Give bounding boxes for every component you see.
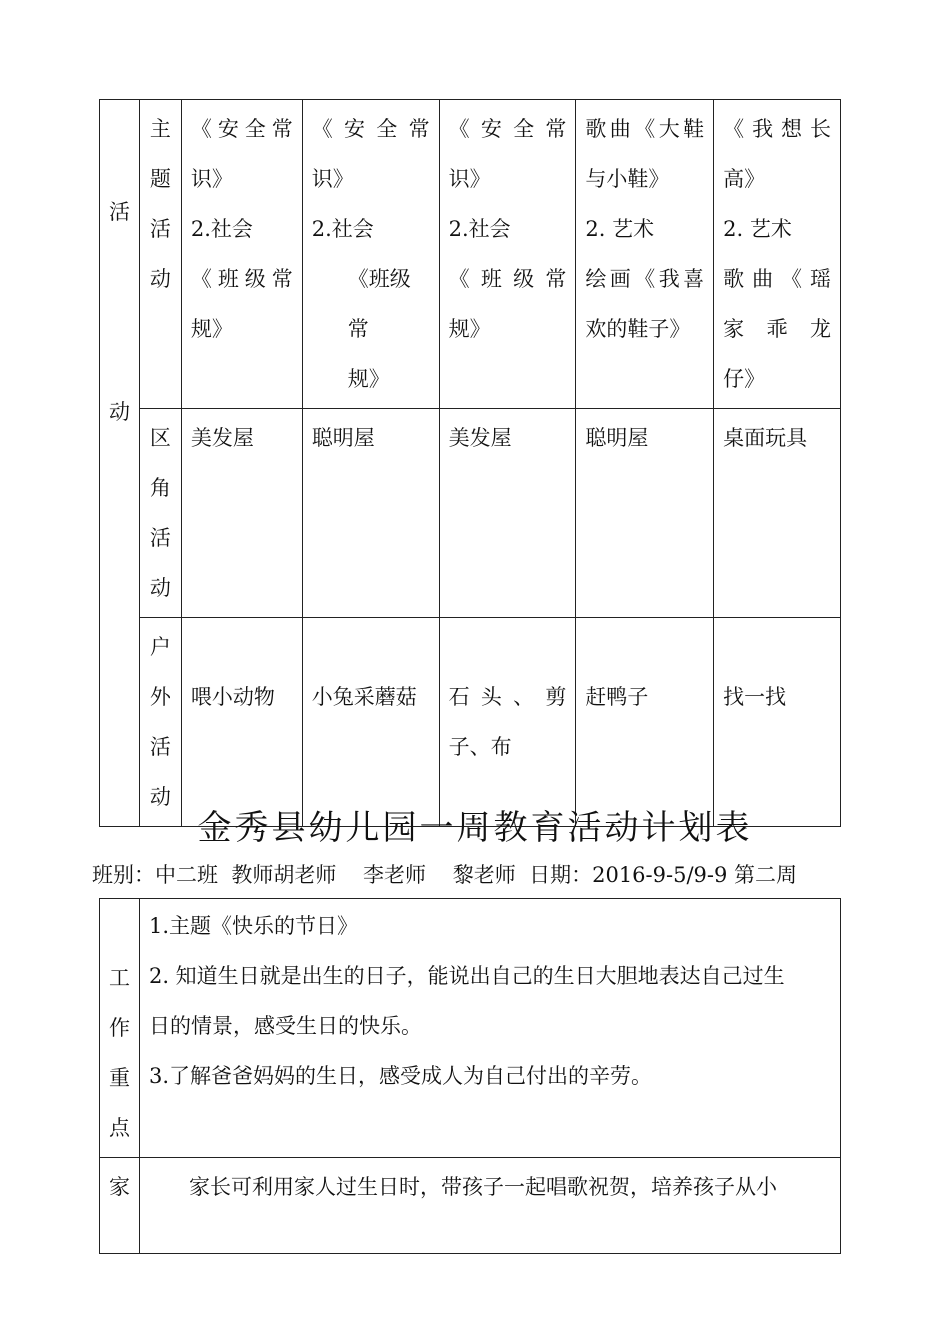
- theme-cell-thu: [576, 100, 714, 409]
- work-focus-content: [139, 899, 840, 1158]
- corner-cell-mon: 美发屋: [181, 409, 302, 618]
- cell-line: 规》: [448, 317, 491, 341]
- cell-line: 规》: [347, 367, 390, 391]
- label-char: 角: [149, 476, 171, 500]
- outdoor-cell-mon: 喂小动物: [181, 618, 302, 827]
- focus-line: 3.了解爸爸妈妈的生日，感受成人为自己付出的辛劳。: [148, 1064, 653, 1088]
- cell-line: 2. 艺术: [723, 217, 792, 241]
- focus-table: [99, 898, 841, 1254]
- activity-table: [99, 99, 841, 827]
- label-char: 活: [149, 735, 171, 759]
- cell-line: 家 乖 龙: [723, 317, 831, 341]
- family-content: [139, 1158, 840, 1254]
- cell-line: 2.社会: [311, 217, 374, 241]
- corner-cell-fri: 桌面玩具: [714, 409, 841, 618]
- activity-group-label: [100, 100, 140, 827]
- cell-line: 歌曲《大鞋: [585, 117, 705, 141]
- page-title: 金秀县幼儿园一周教育活动计划表: [197, 808, 753, 848]
- cell-line: 识》: [311, 167, 354, 191]
- label-char: 作: [108, 1016, 130, 1040]
- cell-line: 歌曲《瑶: [723, 267, 831, 291]
- theme-cell-fri: [714, 100, 841, 409]
- cell-line: 2.社会: [190, 217, 253, 241]
- cell-line: 《我想长: [723, 117, 831, 141]
- activity-label-char: 活: [108, 200, 130, 224]
- outdoor-cell-fri: 找一找: [714, 618, 841, 827]
- outdoor-cell-tue: 小兔采蘑菇: [302, 618, 439, 827]
- label-char: 动: [149, 267, 171, 291]
- theme-activity-label: [139, 100, 181, 409]
- label-char: 动: [149, 576, 171, 600]
- corner-activity-label: [139, 409, 181, 618]
- cell-line: 《 安 全 常: [311, 117, 430, 141]
- theme-cell-tue: [302, 100, 439, 409]
- cell-line: 规》: [190, 317, 233, 341]
- corner-cell-thu: 聪明屋: [576, 409, 714, 618]
- label-char: 重: [108, 1066, 130, 1090]
- cell-line: 《班级常: [190, 267, 293, 291]
- activity-label-char: 动: [108, 400, 130, 424]
- cell-line: 子、布: [448, 735, 512, 759]
- cell-line: 绘画《我喜: [585, 267, 705, 291]
- cell-line: 识》: [190, 167, 233, 191]
- outdoor-cell-thu: 赶鸭子: [576, 618, 714, 827]
- focus-line: 2. 知道生日就是出生的日子，能说出自己的生日大胆地表达自己过生: [148, 964, 785, 988]
- cell-line: 识》: [448, 167, 491, 191]
- label-char: 主: [149, 117, 171, 141]
- label-char: 活: [149, 526, 171, 550]
- label-char: 区: [149, 426, 171, 450]
- cell-line: 《班级常: [347, 267, 411, 341]
- label-char: 户: [149, 635, 171, 659]
- label-char: 工: [108, 966, 130, 990]
- work-focus-label: [100, 899, 140, 1158]
- outdoor-cell-wed: [439, 618, 576, 827]
- outdoor-activity-label: [139, 618, 181, 827]
- cell-line: 2.社会: [448, 217, 511, 241]
- class-info-line: 班别：中二班 教师胡老师 李老师 黎老师 日期：2016-9-5/9-9 第二周: [92, 863, 798, 887]
- label-char: 家: [108, 1175, 130, 1199]
- theme-cell-mon: [181, 100, 302, 409]
- family-label: [100, 1158, 140, 1254]
- family-line: 家长可利用家人过生日时，带孩子一起唱歌祝贺，培养孩子从小: [188, 1175, 777, 1199]
- focus-line: 日的情景，感受生日的快乐。: [148, 1014, 422, 1038]
- cell-line: 《 班 级 常: [448, 267, 567, 291]
- cell-line: 2. 艺术: [585, 217, 655, 241]
- cell-line: 高》: [723, 167, 766, 191]
- corner-cell-tue: 聪明屋: [302, 409, 439, 618]
- cell-line: 《安全常: [190, 117, 293, 141]
- label-char: 点: [108, 1116, 130, 1140]
- focus-line: 1.主题《快乐的节日》: [148, 914, 359, 938]
- corner-cell-wed: 美发屋: [439, 409, 576, 618]
- cell-line: 与小鞋》: [585, 167, 670, 191]
- label-char: 活: [149, 217, 171, 241]
- cell-line: 《 安 全 常: [448, 117, 567, 141]
- label-char: 外: [149, 685, 171, 709]
- label-char: 题: [149, 167, 171, 191]
- cell-line: 仔》: [723, 367, 766, 391]
- cell-line: 石 头 、 剪: [448, 685, 567, 709]
- cell-line: 欢的鞋子》: [585, 317, 691, 341]
- label-char: 动: [149, 785, 171, 809]
- theme-cell-wed: [439, 100, 576, 409]
